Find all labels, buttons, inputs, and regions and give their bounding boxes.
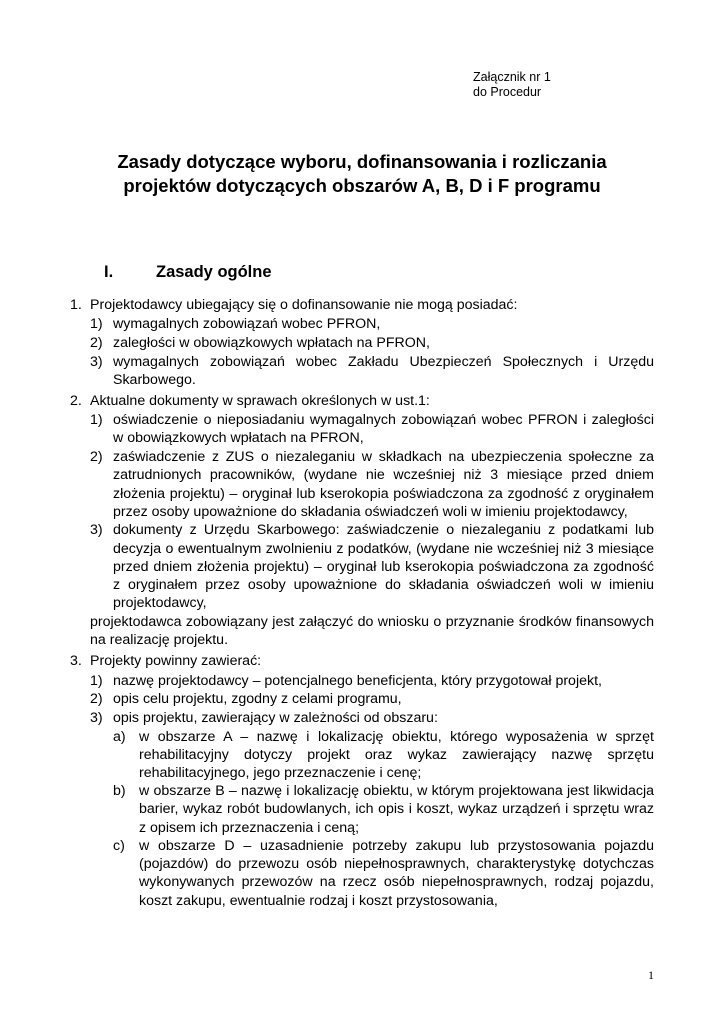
item-text: Projekty powinny zawierać: <box>90 653 262 670</box>
section-heading <box>104 262 272 282</box>
list-item <box>70 296 654 389</box>
letter-item-text: w obszarze B – nazwę i lokalizację obiektu, w którym projektowana jest likwidacja barier, wykaz robót budowlanych, ich opis i koszt, wykaz urządzeń i sprzętu wraz z opisem ich przeznaczenia i ceną; <box>139 783 654 836</box>
list-item <box>70 392 654 649</box>
sub-item-text: opis projektu, zawierający w zależności od obszaru: <box>113 709 438 726</box>
sub-item-text: wymagalnych zobowiązań wobec Zakładu Ubezpieczeń Społecznych i Urzędu Skarbowego. <box>113 353 654 388</box>
sub-item <box>90 690 654 708</box>
sub-item <box>90 709 654 727</box>
sub-item-number: 3) <box>90 353 103 370</box>
sub-item-number: 1) <box>90 672 103 689</box>
letter-item-marker: b) <box>113 783 126 800</box>
section-title: Zasady ogólne <box>156 263 272 281</box>
sub-item-text: nazwę projektodawcy – potencjalnego beneficjenta, który przygotował projekt, <box>113 672 602 689</box>
sub-item <box>90 672 654 690</box>
item-text: Aktualne dokumenty w sprawach określonych w ust.1: <box>90 393 430 410</box>
sub-item-text: wymagalnych zobowiązań wobec PFRON, <box>113 316 381 333</box>
annex-line-2: do Procedur <box>473 85 542 99</box>
sub-item <box>90 353 654 389</box>
letter-item-marker: c) <box>113 837 125 854</box>
item-text: Projektodawcy ubiegający się o dofinansowanie nie mogą posiadać: <box>90 297 518 313</box>
page-number: 1 <box>648 968 654 982</box>
letter-item <box>113 728 654 783</box>
annex-line-1: Załącznik nr 1 <box>473 70 551 84</box>
sub-item-number: 1) <box>90 412 103 429</box>
sub-item-number: 2) <box>90 334 103 351</box>
letter-item-text: w obszarze A – nazwę i lokalizację obiektu, którego wyposażenia w sprzęt rehabilitacyjny dotyczy projekt oraz wykaz zawierający nazwę sprzętu rehabilitacyjnego, jego przeznaczenie i cenę; <box>139 728 654 782</box>
sub-item-text: oświadczenie o nieposiadaniu wymagalnych zobowiązań wobec PFRON i zaległości w obowiązkowych wpłatach na PFRON, <box>113 412 654 447</box>
item-number: 3. <box>70 653 82 670</box>
letter-item <box>113 782 654 837</box>
sub-item-number: 1) <box>90 316 103 333</box>
sub-item-number: 2) <box>90 449 103 466</box>
title-line-1: Zasady dotyczące wyboru, dofinansowania i rozliczania <box>117 151 607 172</box>
letter-item-marker: a) <box>113 728 126 745</box>
sub-item <box>90 315 654 333</box>
item-closing-text: projektodawca zobowiązany jest załączyć do wniosku o przyznanie środków finansowych na realizację projektu. <box>90 613 654 649</box>
sub-item <box>90 448 654 521</box>
section-number: I. <box>104 263 114 281</box>
sub-item-number: 3) <box>90 522 103 539</box>
sub-item-text: opis celu projektu, zgodny z celami programu, <box>113 691 402 708</box>
letter-item <box>113 837 654 910</box>
title-line-2: projektów dotyczących obszarów A, B, D i F programu <box>123 175 601 196</box>
letter-item-text: w obszarze D – uzasadnienie potrzeby zakupu lub przystosowania pojazdu (pojazdów) do przewozu osób niepełnosprawnych, charakterystykę dotychczas wykonywanych przewozów na rzecz osób niepełnosprawnych, rodzaj pojazdu, koszt zakupu, ewentualnie rodzaj i koszt przystosowania, <box>139 837 654 909</box>
sub-item <box>90 411 654 447</box>
sub-item-text: dokumenty z Urzędu Skarbowego: zaświadczenie o niezaleganiu z podatkami lub decyzja o ewentualnym zwolnieniu z podatków, (wydane nie wcześniej niż 3 miesiące przed dniem złożenia projektu) – oryginał lub kserokopia poświadczona za zgodność z oryginałem przez osoby upoważnione do składania oświadczeń woli w imieniu projektodawcy, <box>113 522 654 612</box>
sub-item <box>90 334 654 352</box>
sub-item-number: 2) <box>90 691 103 708</box>
document-body <box>70 296 654 911</box>
sub-item-text: zaległości w obowiązkowych wpłatach na PFRON, <box>113 334 430 351</box>
annex-reference <box>473 70 551 100</box>
document-title <box>40 150 684 198</box>
item-number: 2. <box>70 393 82 410</box>
list-item <box>70 652 654 909</box>
sub-item-number: 3) <box>90 709 103 726</box>
sub-item <box>90 521 654 612</box>
sub-item-text: zaświadczenie z ZUS o niezaleganiu w składkach na ubezpieczenia społeczne za zatrudnionych pracowników, (wydane nie wcześniej niż 3 miesiące przed dniem złożenia projektu) – oryginał lub kserokopia poświadczona za zgodność z oryginałem przez osoby upoważnione do składania oświadczeń woli w imieniu projektodawcy, <box>113 449 654 520</box>
item-number: 1. <box>70 297 82 313</box>
